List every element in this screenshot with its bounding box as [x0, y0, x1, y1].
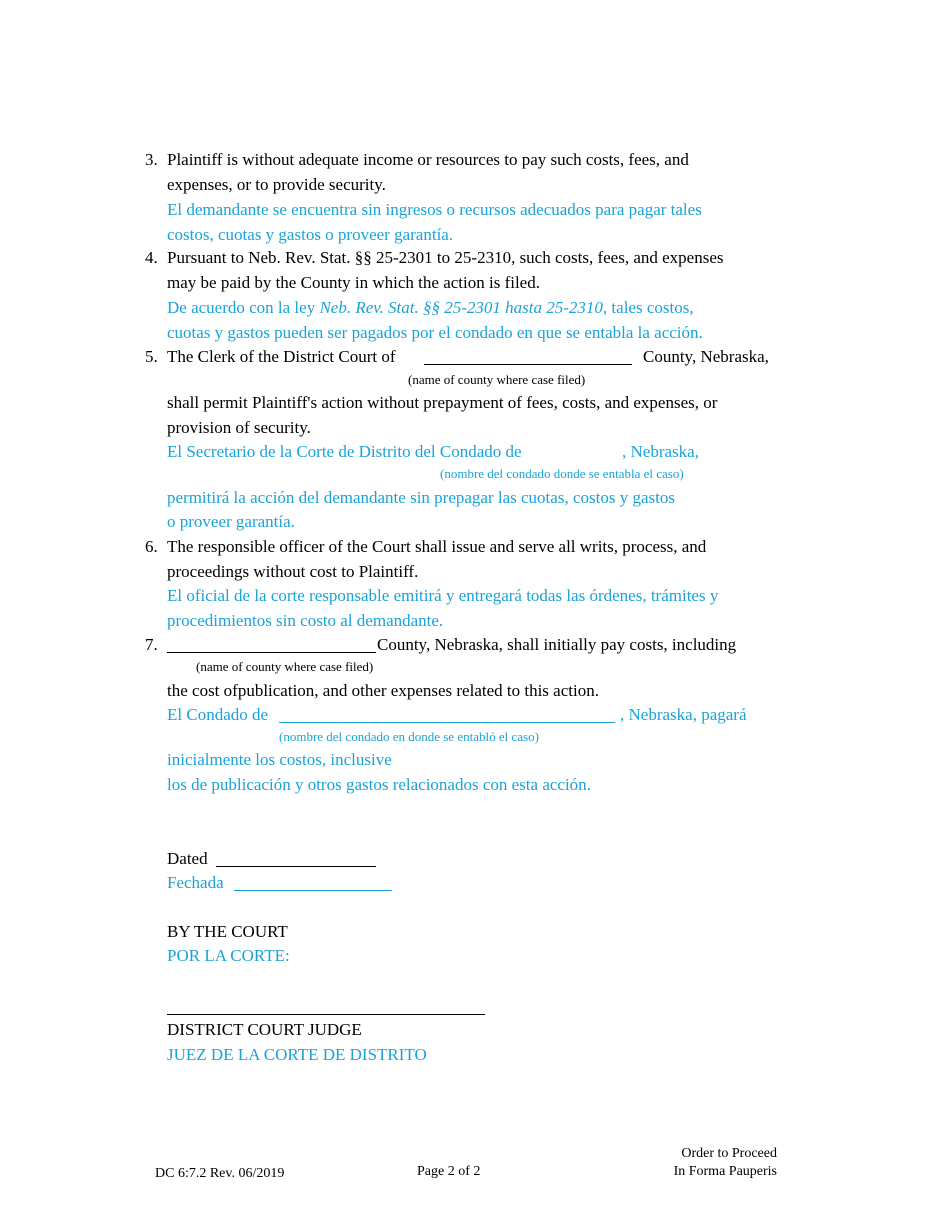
- item-5-en-pre: The Clerk of the District Court of: [167, 347, 396, 366]
- fechada-label: Fechada: [167, 873, 224, 892]
- fechada-blank[interactable]: [234, 890, 392, 891]
- item-6-en-line-2: proceedings without cost to Plaintiff.: [167, 562, 419, 581]
- by-the-court: BY THE COURT: [167, 922, 288, 941]
- item-3-es-line-1: El demandante se encuentra sin ingresos o recursos adecuados para pagar tales: [167, 200, 702, 219]
- item-3-en-line-2: expenses, or to provide security.: [167, 175, 386, 194]
- item-5-es-line-1: permitirá la acción del demandante sin prepagar las cuotas, costos y gastos: [167, 488, 675, 507]
- item-4-es-line-1: De acuerdo con la ley Neb. Rev. Stat. §§ 25-2301 hasta 25-2310, tales costos,: [167, 298, 694, 317]
- item-6-es-line-2: procedimientos sin costo al demandante.: [167, 611, 444, 630]
- item-7-en-post: County, Nebraska, shall initially pay costs, including: [377, 635, 737, 654]
- item-7-es-post: , Nebraska, pagará: [620, 705, 747, 724]
- item-4-en-line-2: may be paid by the County in which the action is filed.: [167, 273, 540, 292]
- item-3-es-line-2: costos, cuotas y gastos o proveer garantía.: [167, 225, 454, 244]
- county-name-blank-2[interactable]: [167, 652, 376, 653]
- item-7-en-line: the cost ofpublication, and other expenses related to this action.: [167, 681, 599, 700]
- item-5-es-line-2: o proveer garantía.: [167, 512, 295, 531]
- judge-title-es: JUEZ DE LA CORTE DE DISTRITO: [167, 1045, 427, 1064]
- item-5-es-caption: (nombre del condado donde se entabla el caso): [440, 466, 684, 481]
- item-7-en-caption: (name of county where case filed): [196, 659, 374, 674]
- form-title-line-1: Order to Proceed: [681, 1146, 777, 1161]
- item-6-number: 6.: [145, 537, 158, 556]
- county-name-blank[interactable]: [424, 364, 632, 365]
- dated-label: Dated: [167, 849, 208, 868]
- item-7-es-caption: (nombre del condado en donde se entabló el caso): [279, 729, 539, 744]
- item-7-number: 7.: [145, 635, 158, 654]
- item-5-es-post: , Nebraska,: [622, 442, 699, 461]
- item-5-en-post: County, Nebraska,: [643, 347, 769, 366]
- item-4-number: 4.: [145, 248, 158, 267]
- item-3-number: 3.: [145, 150, 158, 169]
- item-7-es-line-1: inicialmente los costos, inclusive: [167, 750, 392, 769]
- item-6-en-line-1: The responsible officer of the Court shall issue and serve all writs, process, and: [167, 537, 707, 556]
- judge-signature-line[interactable]: [167, 1014, 485, 1015]
- form-title-line-2: In Forma Pauperis: [673, 1164, 777, 1179]
- item-5-number: 5.: [145, 347, 158, 366]
- form-id: DC 6:7.2 Rev. 06/2019: [155, 1166, 285, 1181]
- item-7-es-pre: El Condado de: [167, 705, 269, 724]
- item-7-es-line-2: los de publicación y otros gastos relacionados con esta acción.: [167, 775, 591, 794]
- condado-blank[interactable]: [279, 722, 615, 723]
- item-4-es-line-2: cuotas y gastos pueden ser pagados por el condado en que se entabla la acción.: [167, 323, 703, 342]
- item-3-en-line-1: Plaintiff is without adequate income or resources to pay such costs, fees, and: [167, 150, 689, 169]
- item-5-en-line-1: shall permit Plaintiff's action without prepayment of fees, costs, and expenses, or: [167, 393, 718, 412]
- item-5-en-caption: (name of county where case filed): [408, 372, 586, 387]
- date-blank[interactable]: [216, 866, 376, 867]
- page-number: Page 2 of 2: [417, 1164, 481, 1179]
- item-6-es-line-1: El oficial de la corte responsable emitirá y entregará todas las órdenes, trámites y: [167, 586, 719, 605]
- item-5-en-line-2: provision of security.: [167, 418, 311, 437]
- item-4-en-line-1: Pursuant to Neb. Rev. Stat. §§ 25-2301 to 25-2310, such costs, fees, and expenses: [167, 248, 724, 267]
- judge-title: DISTRICT COURT JUDGE: [167, 1020, 362, 1039]
- por-la-corte: POR LA CORTE:: [167, 946, 290, 965]
- item-5-es-pre: El Secretario de la Corte de Distrito del Condado de: [167, 442, 522, 461]
